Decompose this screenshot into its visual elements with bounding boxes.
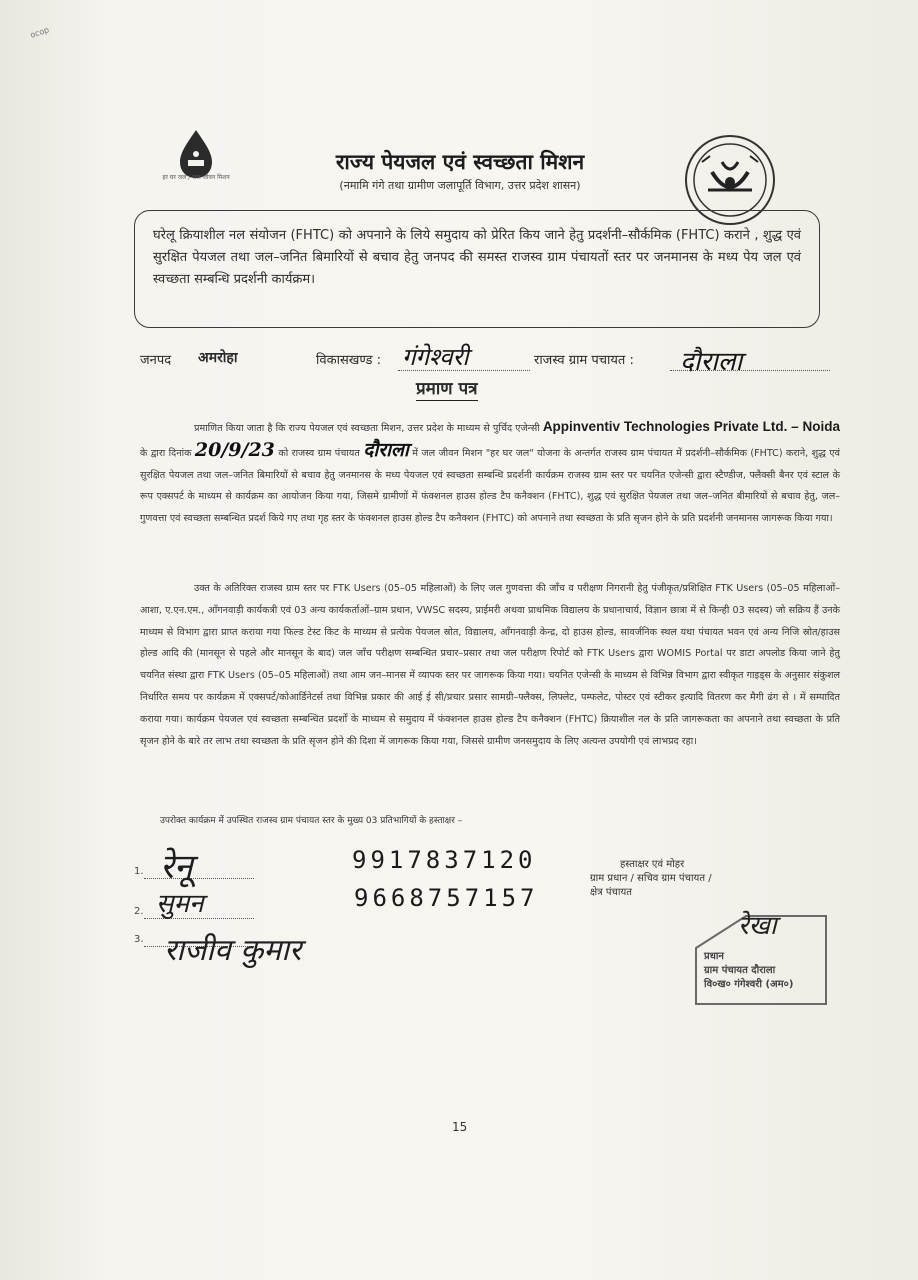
participant-signature-3: राजीव कुमार bbox=[164, 933, 302, 968]
signature-number-1: 1. bbox=[134, 866, 144, 877]
para1-text-a: प्रमाणित किया जाता है कि राज्य पेयजल एवं स्वच्छता मिशन, उत्तर प्रदेश के माध्यम से पुर्चिद एजेन्सी bbox=[194, 423, 540, 434]
para1-text-b: के द्वारा दिनांक bbox=[140, 447, 192, 459]
participant-signature-1: रेनू bbox=[160, 847, 193, 887]
authority-block bbox=[590, 858, 790, 900]
stamp-line-1: प्रधान bbox=[704, 951, 724, 962]
block-label: विकासखण्ड : bbox=[316, 353, 382, 368]
block-value: गंगेश्वरी bbox=[402, 343, 469, 371]
page-number: 15 bbox=[452, 1120, 468, 1134]
signature-number-2: 2. bbox=[134, 906, 144, 917]
certificate-paragraph-2: उक्त के अतिरिक्त राजस्व ग्राम स्तर पर FTK Users (05–05 महिलाओं) के लिए जल गुणवत्ता की जाँच व परीक्षण निगरानी हेतु पंजीकृत/प्रशिक्षित FTK Users (05–05 महिलाओं–आशा, ए.एन.एम., आँगनवाड़ी कार्यकत्री एवं 03 अन्य कार्यकर्ताओं–ग्राम प्रधान, VWSC सदस्य, प्राईमरी अथवा प्राथमिक विद्यालय के प्रधानाचार्य, विज्ञान छात्रा में से किन्ही 03 सदस्य) जो सक्रिय हैं उनके माध्यम से विभाग द्वारा प्राप्त कराया गया फिल्ड टेस्ट किट के माध्यम से प्रत्येक पेयजल स्रोत, विद्यालय, आँगनवाड़ी केन्द्र, दो हाउस होल्ड, सावर्जनिक स्थल यथा पंचायत भवन एवं अन्य निजि स्रोत/हाउस होल्ड आदि की (मानसून से पहले और मानसून के बाद) जल जाँच परीक्षण सम्बन्धित प्रचार–प्रसार तथा जल परीक्षण रिपोर्ट को FTK Users द्वारा WOMIS Portal पर डाटा अपलोड किया जाने हेतु चयनित संस्था द्वारा FTK Users (05–05 महिलाओं) तथा आम जन–मानस में व्यापक स्तर पर जागरूक किया गया। चयनित एजेन्सी के माध्यम से विभिन्न विभाग द्वारा स्वीकृत गाइड्स के अनुसार संकुशल निर्धारित समय पर कार्यक्रम में एक्सपर्ट/कोआर्डिनेटर्स तथा विभिन्न प्रकार की आई ई सी/प्रचार प्रसार सामग्री–फ्लैक्स, लिफ्लेट, पम्फलेट, पोस्टर एवं स्टीकर इत्यादि वितरण कर मैगी ढंग से । में सम्पादित कराया गया। कार्यक्रम पेयजल एवं स्वच्छता सम्बन्धित प्रदर्शों के माध्यम से समुदाय में फंक्शनल हाउस होल्ड टैप कनैक्शन (FHTC) क्रियाशील नल के प्रति जागरूकता का अपनाने तथा स्वच्छता के प्रति सृजन होने के बारे तर लाभ तथा स्वच्छता के प्रति सृजन होने की दिशा में जागरूक किया गया, जिससे ग्रामीण जनसमुदाय के लिए अत्यन्त उपयोगी एवं लाभप्रद रहा। bbox=[140, 583, 840, 747]
location-fields bbox=[140, 343, 840, 378]
district-label: जनपद bbox=[140, 353, 172, 368]
authority-line-3: क्षेत्र पंचायत bbox=[590, 887, 632, 898]
program-title-box: घरेलू क्रियाशील नल संयोजन (FHTC) को अपनाने के लिये समुदाय को प्रेरित किय जाने हेतु प्रदर्शनी–सौर्कमिक (FHTC) कराने , शुद्ध एवं सुरक्षित पेयजल तथा जल–जनित बिमारियों से बचाव हेतु जनपद की समस्त राजस्व ग्राम पंचायतों स्तर पर जनमानस के मध्य पेय जल एवं स्वच्छता सम्बन्धि प्रदर्शनी कार्यक्रम। bbox=[134, 210, 820, 328]
participant-phone-2: 9668757157 bbox=[354, 884, 539, 912]
program-date: 20/9/23 bbox=[194, 438, 275, 461]
agency-name: Appinventiv Technologies Private Ltd. – Noida bbox=[542, 419, 841, 434]
participant-signature-2: सुमन bbox=[156, 889, 204, 919]
water-drop-logo-icon bbox=[160, 126, 232, 196]
stamp-text bbox=[704, 950, 844, 992]
stamp-line-3: वि०ख० गंगेश्वरी (अम०) bbox=[704, 979, 794, 990]
page-subtitle: (नमामि गंगे तथा ग्रामीण जलापूर्ति विभाग, उत्तर प्रदेश शासन) bbox=[339, 179, 581, 192]
authority-line-2: ग्राम प्रधान / सचिव ग्राम पंचायत / bbox=[590, 873, 712, 884]
stamp-line-2: ग्राम पंचायत दौराला bbox=[704, 965, 776, 976]
page-title: राज्य पेयजल एवं स्वच्छता मिशन bbox=[335, 149, 585, 174]
certificate-paragraph-1 bbox=[140, 416, 840, 530]
gram-panchayat-label: राजस्व ग्राम पचायत : bbox=[534, 353, 634, 368]
authority-line-1: हस्ताक्षर एवं मोहर bbox=[620, 859, 685, 870]
certificate-title: प्रमाण पत्र bbox=[416, 376, 478, 401]
para1-text-c: को राजस्व ग्राम पंचायत bbox=[278, 447, 360, 459]
block-blank-line bbox=[398, 370, 530, 371]
authority-signature: रेखा bbox=[738, 911, 777, 941]
signature-number-3: 3. bbox=[134, 934, 144, 945]
gp-blank-line bbox=[670, 370, 830, 371]
district-value: अमरोहा bbox=[198, 350, 238, 366]
para1-text-d: में जल जीवन मिशन "हर घर जल" योजना के अन्तर्गत राजस्व ग्राम पंचायत में प्रदर्शनी–सौर्कमिक (FHTC) कराने, शुद्ध एवं सुरक्षित पेयजल तथा जल–जनित बिमारियों से बचाव हेतु जनमानस के मध्य पेयजल एवं स्वच्छता सम्बन्धि प्रदर्शनी कार्यक्रम राजस्व ग्राम स्तर पर चयनित एजेन्सी द्वारा स्टैण्डीज, फ्लैक्सी बैनर एवं स्टाल के रूप एक्सपर्ट के माध्यम से कार्यक्रम का आयोजन किया गया, जिसमे ग्रामीणों में फंक्शनल हाउस होल्ड टैप कनैक्शन (FHTC), शुद्ध एवं सुरक्षित पेयजल तथा जल–जनित बीमारियों से बचाव हेतु, जल–गुणवत्ता एवं स्वच्छता सम्बन्धित प्रदर्श किये गए तथा गृह स्तर के फंक्शनल हाउस होल्ड टैप कनैक्शन (FHTC) को अपनाने तथा स्वच्छता के प्रति सृजन होने के प्रति प्रदर्शनी जनमानस जागरूक किया गया। bbox=[140, 447, 840, 525]
participant-phone-1: 9917837120 bbox=[352, 846, 537, 874]
signatures-intro: उपरोक्त कार्यक्रम में उपस्थित राजस्व ग्राम पंचायत स्तर के मुख्य 03 प्रतिभागियों के हस्ताक्षर – bbox=[160, 816, 463, 826]
para1-gram-panchayat: दौराला bbox=[363, 438, 409, 461]
logo-caption: हर घर जल / जल जीवन मिशन bbox=[162, 174, 230, 181]
gram-panchayat-value: दौराला bbox=[680, 347, 743, 377]
corner-mark: ocop bbox=[29, 25, 51, 40]
